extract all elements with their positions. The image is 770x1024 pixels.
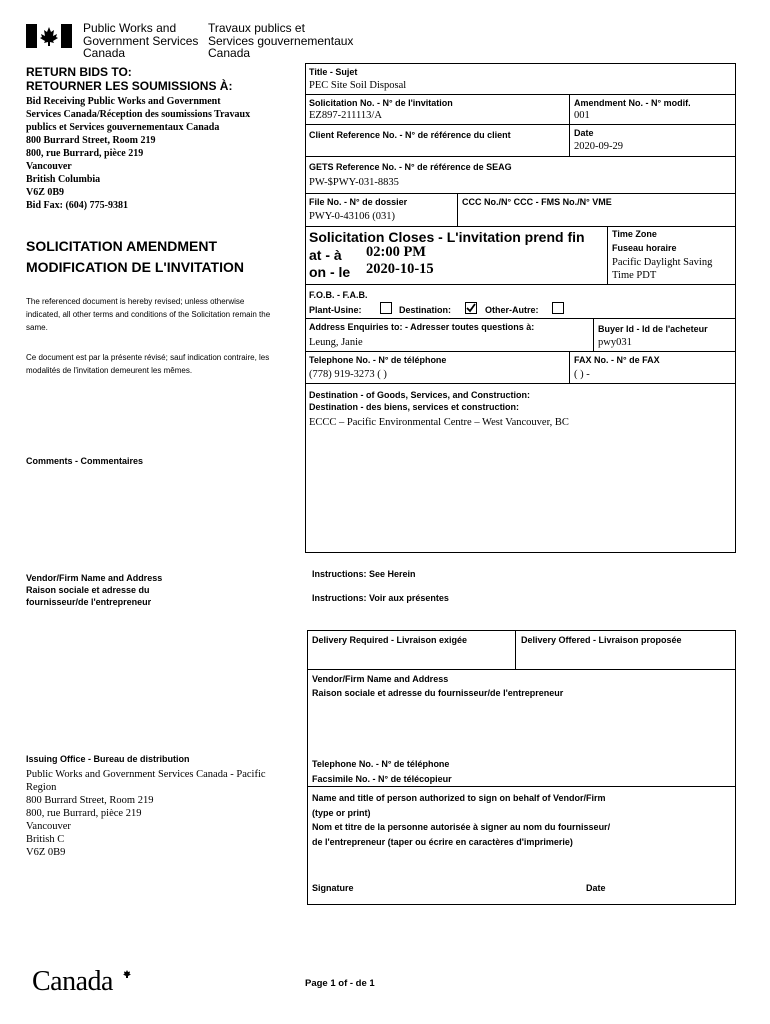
vendor-fax-label: Facsimile No. - N° de télécopieur <box>312 774 452 784</box>
amendment-number-label: Amendment No. - N° modif. <box>574 98 691 108</box>
return-bids-line: Services Canada/Réception des soumissions Travaux <box>26 109 251 120</box>
file-number-label: File No. - N° de dossier <box>309 197 408 207</box>
canada-flag-logo <box>26 24 72 48</box>
return-bids-line: Bid Receiving Public Works and Government <box>26 96 221 107</box>
issuing-line: 800, rue Burrard, pièce 219 <box>26 808 142 819</box>
authorized-line4: de l'entrepreneur (taper ou écrire en caractères d'imprimerie) <box>312 836 573 847</box>
plant-label: Plant-Usine: <box>309 305 362 315</box>
department-name-fr <box>208 22 353 60</box>
destination-label: Destination: <box>399 305 452 315</box>
return-bids-line: V6Z 0B9 <box>26 187 65 198</box>
return-bids-address <box>26 95 296 212</box>
signature-label: Signature <box>312 883 354 893</box>
instructions-en: Instructions: See Herein <box>312 569 416 579</box>
amendment-number-value: 001 <box>574 110 590 121</box>
issuing-line: V6Z 0B9 <box>26 847 66 858</box>
solicitation-closes-label: Solicitation Closes - L'invitation prend fin <box>309 229 585 245</box>
wordmark-flag-icon <box>123 970 131 978</box>
buyer-id-label: Buyer Id - Id de l'acheteur <box>598 324 708 334</box>
telephone-value: (778) 919-3273 ( ) <box>309 369 387 380</box>
file-number-value: PWY-0-43106 (031) <box>309 211 396 222</box>
closing-at-label: at - à <box>309 247 342 263</box>
fax-value: ( ) - <box>574 369 590 380</box>
issuing-line: British C <box>26 834 65 845</box>
return-bids-section <box>26 65 296 212</box>
dept-fr-line3: Canada <box>208 46 251 60</box>
return-bids-line: 800 Burrard Street, Room 219 <box>26 135 156 146</box>
title-value: PEC Site Soil Disposal <box>309 80 407 91</box>
return-bids-line: Vancouver <box>26 161 72 172</box>
amendment-title-en: SOLICITATION AMENDMENT <box>26 238 218 254</box>
gets-reference-label: GETS Reference No. - N° de référence de SEAG <box>309 162 512 172</box>
issuing-office-address <box>26 768 266 859</box>
vendor-name-label: Vendor/Firm Name and Address <box>312 674 449 684</box>
closing-time-value: 02:00 PM <box>366 244 426 260</box>
signature-date-label: Date <box>586 883 606 893</box>
destination-checkbox[interactable] <box>465 302 477 314</box>
instructions-fr: Instructions: Voir aux présentes <box>312 593 449 603</box>
vendor-left-line1: Vendor/Firm Name and Address <box>26 573 163 583</box>
dept-en-line1: Public Works and <box>83 21 177 35</box>
authorized-line1: Name and title of person authorized to sign on behalf of Vendor/Firm <box>312 793 606 803</box>
other-label: Other-Autre: <box>485 305 539 315</box>
ccc-number-label: CCC No./N° CCC - FMS No./N° VME <box>462 197 612 207</box>
canada-wordmark-text: Canada <box>32 966 113 997</box>
vendor-left-line2: Raison sociale et adresse du <box>26 585 150 595</box>
comments-label: Comments - Commentaires <box>26 456 144 466</box>
date-value: 2020-09-29 <box>574 141 623 152</box>
telephone-label: Telephone No. - N° de téléphone <box>309 355 447 365</box>
dept-fr-line1: Travaux publics et <box>208 21 305 35</box>
address-enquiries-label: Address Enquiries to: - Adresser toutes questions à: <box>309 322 535 332</box>
issuing-line: Region <box>26 782 57 793</box>
date-label: Date <box>574 128 594 138</box>
address-enquiries-value: Leung, Janie <box>309 337 363 348</box>
fob-label: F.O.B. - F.A.B. <box>309 290 368 300</box>
buyer-id-value: pwy031 <box>598 337 632 348</box>
amendment-title-fr: MODIFICATION DE L'INVITATION <box>26 259 244 275</box>
issuing-office-label: Issuing Office - Bureau de distribution <box>26 754 190 764</box>
vendor-name-label-fr: Raison sociale et adresse du fournisseur/de l'entrepreneur <box>312 688 564 698</box>
closing-on-label: on - le <box>309 264 351 280</box>
issuing-line: Vancouver <box>26 821 71 832</box>
authorized-person-label <box>312 791 610 849</box>
time-zone-value-line2: Time PDT <box>612 270 657 281</box>
department-name-en <box>83 22 198 60</box>
destination-goods-label-fr: Destination - des biens, services et construction: <box>309 402 520 412</box>
time-zone-label-en: Time Zone <box>612 229 657 239</box>
return-bids-line: British Columbia <box>26 174 101 185</box>
time-zone-label-fr: Fuseau horaire <box>612 243 677 253</box>
vendor-left-label <box>26 572 162 608</box>
return-bids-line: publics et Services gouvernementaux Canada <box>26 122 220 133</box>
issuing-line: 800 Burrard Street, Room 219 <box>26 795 154 806</box>
other-checkbox[interactable] <box>552 302 564 314</box>
fax-label: FAX No. - N° de FAX <box>574 355 660 365</box>
canada-wordmark <box>32 966 113 998</box>
vendor-left-line3: fournisseur/de l'entrepreneur <box>26 597 152 607</box>
solicitation-number-value: EZ897-211113/A <box>309 110 382 121</box>
maple-leaf-icon <box>26 24 72 48</box>
return-bids-line: 800, rue Burrard, pièce 219 <box>26 148 144 159</box>
amendment-title <box>26 236 244 278</box>
delivery-offered-label: Delivery Offered - Livraison proposée <box>521 635 682 645</box>
destination-goods-value: ECCC – Pacific Environmental Centre – West Vancouver, BC <box>309 417 569 428</box>
checkmark-icon <box>466 303 476 313</box>
destination-goods-label-en: Destination - of Goods, Services, and Construction: <box>309 390 531 400</box>
return-bids-title-en: RETURN BIDS TO: <box>26 65 132 79</box>
authorized-line3: Nom et titre de la personne autorisée à signer au nom du fournisseur/ <box>312 822 611 832</box>
delivery-required-label: Delivery Required - Livraison exigée <box>312 635 468 645</box>
vendor-telephone-label: Telephone No. - N° de téléphone <box>312 759 450 769</box>
authorized-line2: (type or print) <box>312 807 371 818</box>
client-reference-label: Client Reference No. - N° de référence du client <box>309 130 511 140</box>
dept-en-line3: Canada <box>83 46 126 60</box>
page-number: Page 1 of - de 1 <box>305 978 375 989</box>
closing-date-value: 2020-10-15 <box>366 261 434 277</box>
issuing-line: Public Works and Government Services Canada - Pacific <box>26 769 266 780</box>
issuing-office <box>26 754 266 859</box>
solicitation-number-label: Solicitation No. - N° de l'invitation <box>309 98 453 108</box>
plant-checkbox[interactable] <box>380 302 392 314</box>
return-bids-line: Bid Fax: (604) 775-9381 <box>26 200 128 211</box>
amendment-text-en: The referenced document is hereby revised; unless otherwise indicated, all other terms and conditions of the Solicitation remain the same. <box>26 297 271 332</box>
dept-fr-line2: Services gouvernementaux <box>208 33 354 48</box>
gets-reference-value: PW-$PWY-031-8835 <box>309 177 399 188</box>
amendment-text-fr: Ce document est par la présente révisé; sauf indication contraire, les modalités de l'invitation demeurent les mêmes. <box>26 353 270 375</box>
title-label: Title - Sujet <box>309 67 358 77</box>
dept-en-line2: Government Services <box>83 33 199 48</box>
return-bids-title-fr: RETOURNER LES SOUMISSIONS À: <box>26 79 233 93</box>
time-zone-value-line1: Pacific Daylight Saving <box>612 257 713 268</box>
